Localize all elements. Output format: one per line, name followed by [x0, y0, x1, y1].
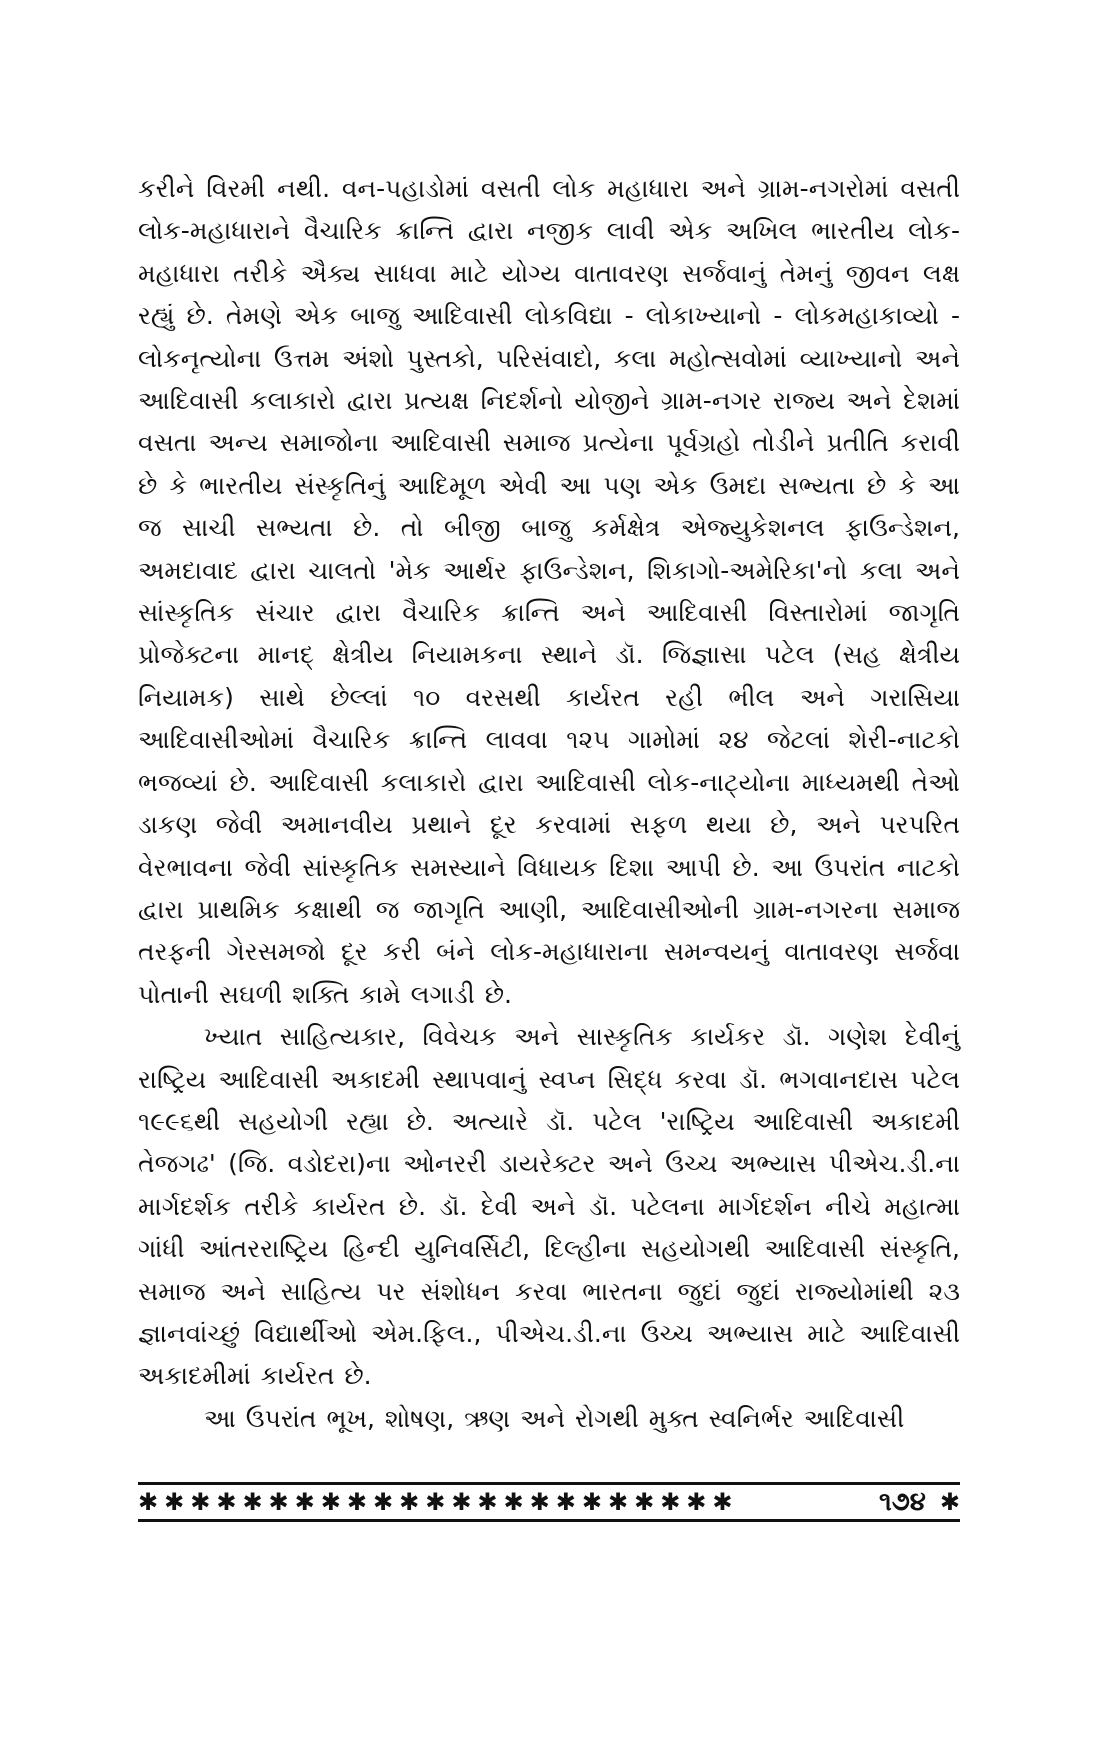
page-footer: [138, 1482, 960, 1522]
paragraph-3: આ ઉપરાંત ભૂખ, શોષણ, ઋણ અને રોગથી મુક્ત સ્વનિર્ભર આદિવાસી: [204, 1403, 905, 1433]
page-number: ૧૭૪: [878, 1487, 926, 1517]
page-body: [138, 168, 960, 1440]
star-border-icon: ✱✱✱✱✱✱✱✱✱✱✱✱✱✱✱✱✱✱✱✱✱✱✱: [138, 1488, 739, 1516]
footer-rule-top: [138, 1482, 960, 1485]
paragraph-2: ખ્યાત સાહિત્યકાર, વિવેચક અને સાસ્કૃતિક કાર્યકર ડૉ. ગણેશ દેવીનું રાષ્ટ્રિય આદિવાસી અકાદમી સ્થાપવાનું સ્વપ્ન સિદ્ધ કરવા ડૉ. ભગવાનદાસ પટેલ ૧૯૯૬થી સહયોગી રહ્યા છે. અત્યારે ડૉ. પટેલ 'રાષ્ટ્રિય આદિવાસી અકાદમી તેજગઢ' (જિ. વડોદરા)ના ઓનરરી ડાયરેક્ટર અને ઉચ્ચ અભ્યાસ પીએચ.ડી.ના માર્ગદર્શક તરીકે કાર્યરત છે. ડૉ. દેવી અને ડૉ. પટેલના માર્ગદર્શન નીચે મહાત્મા ગાંધી આંતરરાષ્ટ્રિય હિન્દી યુનિવર્સિટી, દિલ્હીના સહયોગથી આદિવાસી સંસ્કૃતિ, સમાજ અને સાહિત્ય પર સંશોધન કરવા ભારતના જુદાં જુદાં રાજ્યોમાંથી ૨૩ જ્ઞાનવાંચ્છું વિદ્યાર્થીઓ એમ.ફિલ., પીએચ.ડી.ના ઉચ્ચ અભ્યાસ માટે આદિવાસી અકાદમીમાં કાર્યરત છે.: [138, 1022, 960, 1391]
star-icon: ✱: [939, 1488, 960, 1516]
footer-rule-bottom: [138, 1519, 960, 1522]
paragraph-1: કરીને વિરમી નથી. વન-પહાડોમાં વસતી લોક મહાધારા અને ગ્રામ-નગરોમાં વસતી લોક-મહાધારાને વૈચારિક ક્રાન્તિ દ્વારા નજીક લાવી એક અખિલ ભારતીય લોક-મહાધારા તરીકે ઐક્ય સાધવા માટે યોગ્ય વાતાવરણ સર્જવાનું તેમનું જીવન લક્ષ રહ્યું છે. તેમણે એક બાજુ આદિવાસી લોકવિદ્યા - લોકાખ્યાનો - લોકમહાકાવ્યો - લોકનૃત્યોના ઉત્તમ અંશો પુસ્તકો, પરિસંવાદો, કલા મહોત્સવોમાં વ્યાખ્યાનો અને આદિવાસી કલાકારો દ્વારા પ્રત્યક્ષ નિદર્શનો યોજીને ગ્રામ-નગર રાજ્ય અને દેશમાં વસતા અન્ય સમાજોના આદિવાસી સમાજ પ્રત્યેના પૂર્વગ્રહો તોડીને પ્રતીતિ કરાવી છે કે ભારતીય સંસ્કૃતિનું આદિમૂળ એવી આ પણ એક ઉમદા સભ્યતા છે કે આ જ સાચી સભ્યતા છે. તો બીજી બાજુ કર્મક્ષેત્ર એજ્યુકેશનલ ફાઉન્ડેશન, અમદાવાદ દ્વારા ચાલતો 'મેક આર્થર ફાઉન્ડેશન, શિકાગો-અમેરિકા'નો કલા અને સાંસ્કૃતિક સંચાર દ્વારા વૈચારિક ક્રાન્તિ અને આદિવાસી વિસ્તારોમાં જાગૃતિ પ્રોજેક્ટના માનદ્ ક્ષેત્રીય નિયામકના સ્થાને ડૉ. જિજ્ઞાસા પટેલ (સહ ક્ષેત્રીય નિયામક) સાથે છેલ્લાં ૧૦ વરસથી કાર્યરત રહી ભીલ અને ગરાસિયા આદિવાસીઓમાં વૈચારિક ક્રાન્તિ લાવવા ૧૨૫ ગામોમાં ૨૪ જેટલાં શેરી-નાટકો ભજવ્યાં છે. આદિવાસી કલાકારો દ્વારા આદિવાસી લોક-નાટ્યોના માધ્યમથી તેઓ ડાકણ જેવી અમાનવીય પ્રથાને દૂર કરવામાં સફળ થયા છે, અને પરપરિત વેરભાવના જેવી સાંસ્કૃતિક સમસ્યાને વિધાયક દિશા આપી છે. આ ઉપરાંત નાટકો દ્વારા પ્રાથમિક કક્ષાથી જ જાગૃતિ આણી, આદિવાસીઓની ગ્રામ-નગરના સમાજ તરફની ગેરસમજો દૂર કરી બંને લોક-મહાધારાના સમન્વયનું વાતાવરણ સર્જવા પોતાની સઘળી શક્તિ કામે લગાડી છે.: [138, 174, 960, 1009]
